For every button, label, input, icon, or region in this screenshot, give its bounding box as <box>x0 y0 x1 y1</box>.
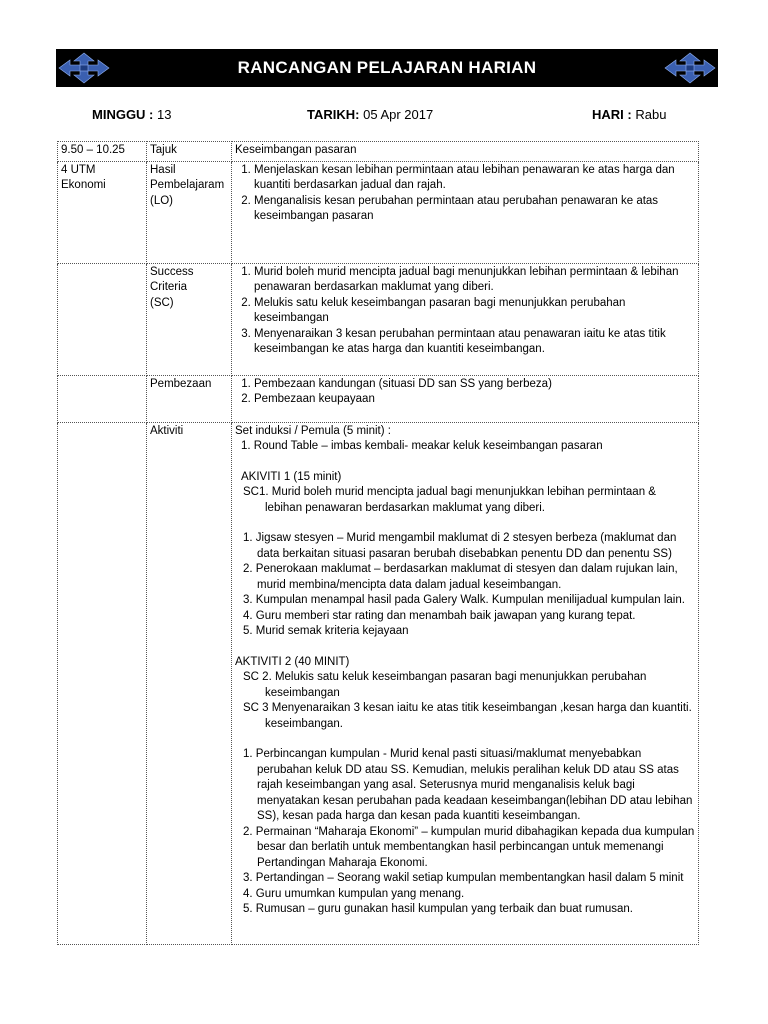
time-cell: 9.50 – 10.25 <box>58 142 147 162</box>
list-item: 5. Murid semak kriteria kejayaan <box>243 625 409 637</box>
list-item: 2. Menganalisis kesan perubahan permintaan atau perubahan penawaran ke atas keseimbangan pasaran <box>254 194 695 225</box>
lo-content <box>232 161 699 263</box>
label-cell <box>147 263 232 375</box>
list-item: 3. Pertandingan – Seorang wakil setiap kumpulan membentangkan hasil dalam 5 minit <box>243 872 684 884</box>
minggu-value: 13 <box>157 107 172 122</box>
tajuk-content: Keseimbangan pasaran <box>232 142 699 162</box>
sc-item: SC 2. Melukis satu keluk keseimbangan pasaran bagi menunjukkan perubahan keseimbangan <box>243 671 647 699</box>
label-cell <box>147 161 232 263</box>
tarikh-value: 05 Apr 2017 <box>363 107 434 122</box>
list-item: 2. Melukis satu keluk keseimbangan pasaran bagi menunjukkan perubahan keseimbangan <box>254 296 695 327</box>
list-item: 2. Penerokaan maklumat – berdasarkan maklumat di stesyen dan dalam rujukan lain, murid membina/mencipta data dalam jadual keseimbangan. <box>243 563 678 591</box>
label-line: Success <box>150 265 194 278</box>
pembezaan-content <box>232 375 699 422</box>
table-row-tajuk <box>58 142 699 162</box>
sc-item: SC1. Murid boleh murid mencipta jadual bagi menunjukkan lebihan permintaan & lebihan penawaran berdasarkan maklumat yang diberi. <box>243 486 656 514</box>
label-cell: Aktiviti <box>147 422 232 944</box>
page-title: RANCANGAN PELAJARAN HARIAN <box>237 58 537 77</box>
table-row-aktiviti <box>58 422 699 944</box>
label-cell: Tajuk <box>147 142 232 162</box>
label-line: Criteria <box>150 281 188 293</box>
hari-field <box>592 107 666 122</box>
label-line: Hasil <box>150 163 176 176</box>
list-item: 1. Round Table – imbas kembali- meakar keluk keseimbangan pasaran <box>241 440 603 452</box>
list-item: 1. Pembezaan kandungan (situasi DD san SS yang berbeza) <box>254 377 695 393</box>
empty-cell <box>58 375 147 422</box>
list-item: 1. Menjelaskan kesan lebihan permintaan atau lebihan penawaran ke atas harga dan kuantiti berdasarkan jadual dan rajah. <box>254 163 695 194</box>
ornament-icon <box>664 52 716 84</box>
table-row-pembezaan <box>58 375 699 422</box>
label-line: (SC) <box>150 296 174 309</box>
label-line: (LO) <box>150 194 173 207</box>
tarikh-label: TARIKH: <box>307 107 360 122</box>
empty-cell <box>58 263 147 375</box>
sc-item: SC 3 Menyenaraikan 3 kesan iaitu ke atas titik keseimbangan ,kesan harga dan kuantiti. keseimbangan. <box>243 702 692 730</box>
tarikh-field <box>307 107 433 122</box>
aktiviti-2-title: AKTIVITI 2 (40 MINIT) <box>235 655 350 668</box>
list-item: 4. Guru memberi star rating dan menambah baik jawapan yang kurang tepat. <box>243 609 636 622</box>
sc-content <box>232 263 699 375</box>
hari-value: Rabu <box>635 107 667 122</box>
ornament-icon <box>58 52 110 84</box>
label-cell: Pembezaan <box>147 375 232 422</box>
set-induksi: Set induksi / Pemula (5 minit) : <box>235 424 391 437</box>
list-item: 1. Murid boleh murid mencipta jadual bagi menunjukkan lebihan permintaan & lebihan penawaran berdasarkan maklumat yang diberi. <box>254 265 695 296</box>
class-line: Ekonomi <box>61 179 106 191</box>
minggu-label: MINGGU : <box>92 107 154 122</box>
list-item: 5. Rumusan – guru gunakan hasil kumpulan yang terbaik dan buat rumusan. <box>243 903 633 915</box>
list-item: 3. Menyenaraikan 3 kesan perubahan permintaan atau penawaran iaitu ke atas titik keseimbangan ke atas harga dan kuantiti keseimbangan. <box>254 327 695 358</box>
minggu-field <box>92 107 171 122</box>
list-item: 3. Kumpulan menampal hasil pada Galery Walk. Kumpulan menilijadual kumpulan lain. <box>243 594 685 606</box>
class-cell <box>58 161 147 263</box>
hari-label: HARI : <box>592 107 632 122</box>
list-item: 2. Pembezaan keupayaan <box>254 392 695 408</box>
table-row-lo <box>58 161 699 263</box>
aktiviti-content <box>232 422 699 944</box>
list-item: 2. Permainan “Maharaja Ekonomi” – kumpulan murid dibahagikan kepada dua kumpulan besar dan berlatih untuk membentangkan hasil perbincangan untuk memenangi Pertandingan Maharaja Ekonomi. <box>243 825 695 869</box>
label-line: Pembelajaram <box>150 179 225 191</box>
empty-cell <box>58 422 147 944</box>
list-item: 4. Guru umumkan kumpulan yang menang. <box>243 887 465 900</box>
lesson-plan-table <box>57 141 699 945</box>
class-line: 4 UTM <box>61 163 96 176</box>
list-item: 1. Perbincangan kumpulan - Murid kenal pasti situasi/maklumat menyebabkan perubahan keluk DD atau SS. Kemudian, melukis peralihan keluk DD atau SS atas rajah keseimbangan yang asal. Seterusnya murid menganalisis keluk bagi menyatakan kesan perubahan pada keadaan keseimbangan(lebihan DD atau lebihan SS), kesan pada harga dan kesan pada kuantiti keseimbangan. <box>243 748 693 822</box>
aktiviti-1-title: AKIVITI 1 (15 minit) <box>241 470 342 483</box>
list-item: 1. Jigsaw stesyen – Murid mengambil maklumat di 2 stesyen berbeza (maklumat dan data berkaitan situasi pasaran berubah disebabkan penentu DD dan penentu SS) <box>243 532 677 560</box>
title-banner <box>56 49 718 87</box>
table-row-sc <box>58 263 699 375</box>
